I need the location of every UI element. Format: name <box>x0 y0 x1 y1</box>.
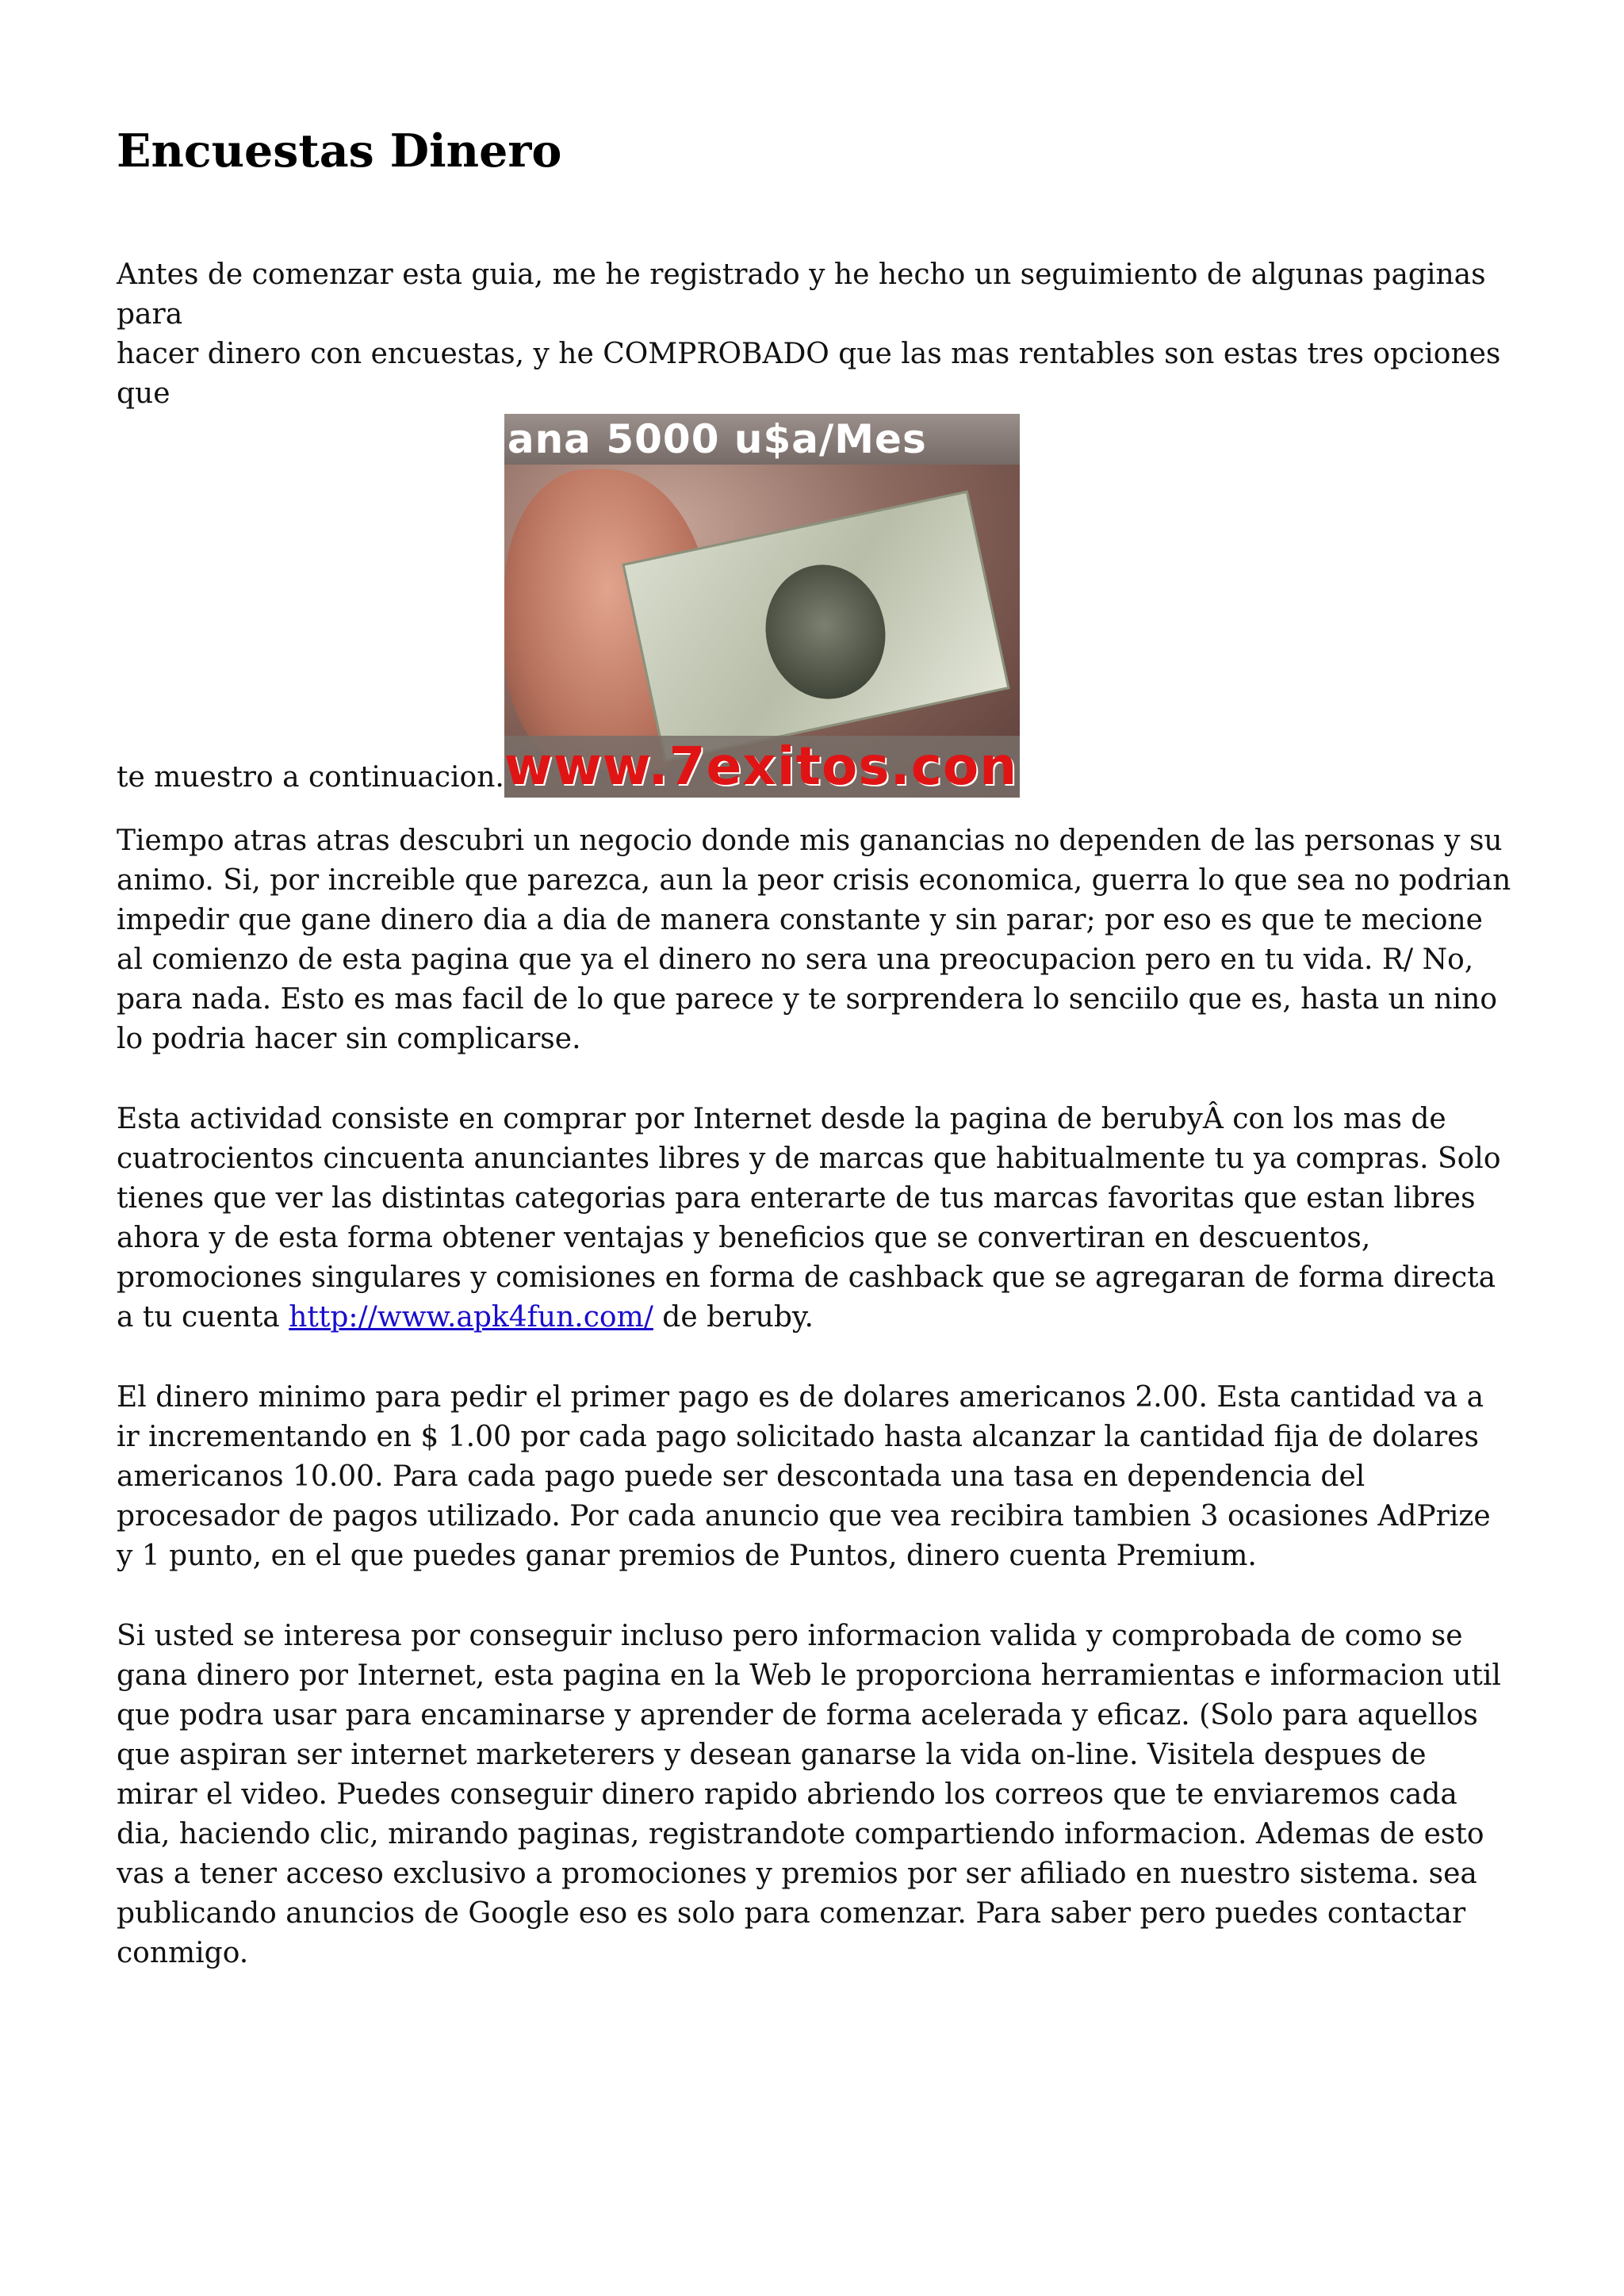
intro-paragraph <box>117 255 1512 798</box>
photo-banner-text: ana 5000 u$a/Mes <box>504 414 1020 465</box>
paragraph-2: Tiempo atras atras descubri un negocio donde mis ganancias no dependen de las personas y su animo. Si, por increible que parezca, aun la peor crisis economica, guerra lo que sea no podrian impedir que gane dinero dia a dia de manera constante y sin parar; por eso es que te mecione al comienzo de esta pagina que ya el dinero no sera una preocupacion pero en tu vida. R/ No, para nada. Esto es mas facil de lo que parece y te sorprendera lo senciilo que es, hasta un nino lo podria hacer sin complicarse. <box>117 825 1511 1055</box>
paragraph-4: El dinero minimo para pedir el primer pago es de dolares americanos 2.00. Esta cantidad va a ir incrementando en $ 1.00 por cada pago solicitado hasta alcanzar la cantidad fija de dolares americanos 10.00. Para cada pago puede ser descontada una tasa en dependencia del procesador de pagos utilizado. Por cada anuncio que vea recibira tambien 3 ocasiones AdPrize y 1 punto, en el que puedes ganar premios de Puntos, dinero cuenta Premium. <box>117 1381 1491 1572</box>
photo-url-text: www.7exitos.con <box>504 736 1020 798</box>
intro-line-2: hacer dinero con encuestas, y he COMPROBADO que las mas rentables son estas tres opciones que <box>117 338 1501 410</box>
article-body <box>117 255 1512 2014</box>
apk4fun-link[interactable]: http://www.apk4fun.com/ <box>289 1301 653 1334</box>
paragraph-3 <box>117 1100 1512 1337</box>
paragraph-3-tail: de beruby. <box>653 1301 814 1334</box>
intro-line-1: Antes de comenzar esta guia, me he registrado y he hecho un seguimiento de algunas paginas para <box>117 258 1486 331</box>
paragraph-3-text: Esta actividad consiste en comprar por Internet desde la pagina de berubyÂ con los mas de cuatrocientos cincuenta anunciantes libres y de marcas que habitualmente tu ya compras. Solo tienes que ver las distintas categorias para enterarte de tus marcas favoritas que estan libres ahora y de esta forma obtener ventajas y beneficios que se convertiran en descuentos, promociones singulares y comisiones en forma de cashback que se agregaran de forma directa a tu cuenta <box>117 1103 1501 1334</box>
intro-line-3: te muestro a continuacion. <box>117 761 504 794</box>
money-photo <box>504 414 1020 798</box>
page-title: Encuestas Dinero <box>117 124 562 178</box>
paragraph-5: Si usted se interesa por conseguir incluso pero informacion valida y comprobada de como se gana dinero por Internet, esta pagina en la Web le proporciona herramientas e informacion util que podra usar para encaminarse y aprender de forma acelerada y eficaz. (Solo para aquellos que aspiran ser internet marketerers y desean ganarse la vida on-line. Visitela despues de mirar el video. Puedes conseguir dinero rapido abriendo los correos que te enviaremos cada dia, haciendo clic, mirando paginas, registrandote compartiendo informacion. Ademas de esto vas a tener acceso exclusivo a promociones y premios por ser afiliado en nuestro sistema. sea publicando anuncios de Google eso es solo para comenzar. Para saber pero puedes contactar conmigo. <box>117 1620 1501 1969</box>
